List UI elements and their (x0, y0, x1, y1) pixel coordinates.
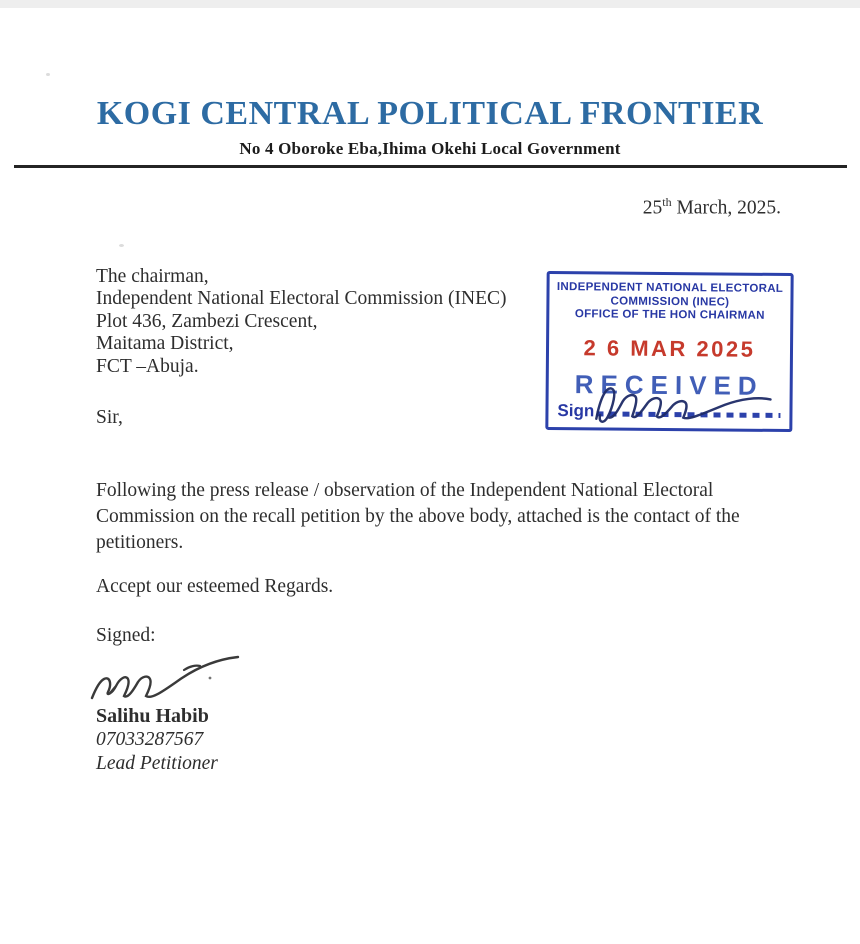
stamp-date: 2 6 MAR 2025 (583, 334, 756, 362)
signed-label: Signed: (96, 625, 156, 647)
signer-role: Lead Petitioner (96, 753, 218, 775)
signer-name: Salihu Habib (96, 705, 209, 728)
scan-edge-strip (0, 0, 860, 8)
recipient-line: Plot 436, Zambezi Crescent, (96, 310, 318, 332)
recipient-line: Independent National Electoral Commission (INEC) (96, 288, 507, 310)
stamp-org-line: COMMISSION (INEC) (610, 294, 730, 309)
scan-speck (46, 73, 50, 76)
recipient-line: Maitama District, (96, 333, 234, 355)
stamp-org-line: INDEPENDENT NATIONAL ELECTORAL (556, 281, 784, 295)
recipient-line: FCT –Abuja. (96, 355, 199, 377)
closing-line: Accept our esteemed Regards. (96, 576, 334, 598)
stamp-organization-lines (549, 274, 790, 324)
signer-block (96, 704, 860, 776)
scan-speck (119, 244, 124, 247)
date-ordinal: th (662, 195, 672, 209)
recipient-line: The chairman, (96, 265, 209, 287)
date-rest: March, 2025. (671, 197, 781, 219)
letter-date (0, 195, 860, 220)
stamp-received-text: RECEIVED (574, 368, 764, 401)
date-day: 25 (642, 197, 663, 219)
salutation: Sir, (96, 407, 123, 429)
letterhead (0, 0, 860, 159)
stamp-org-line: OFFICE OF THE HON CHAIRMAN (574, 308, 765, 322)
signature-scribble (86, 648, 266, 702)
organization-address: No 4 Oboroke Eba,Ihima Okehi Local Government (239, 139, 621, 158)
stamp-signature-scribble (586, 373, 776, 427)
letter-body-paragraph: Following the press release / observation of the Independent National Electoral Commission on the recall petition by the above body, attached is the contact of the petitioners. (96, 480, 740, 553)
signer-phone: 07033287567 (96, 729, 204, 751)
received-stamp (545, 271, 793, 432)
organization-title: KOGI CENTRAL POLITICAL FRONTIER (96, 95, 764, 132)
letterhead-divider (14, 165, 847, 168)
stamp-sign-label: Sign (557, 401, 595, 421)
